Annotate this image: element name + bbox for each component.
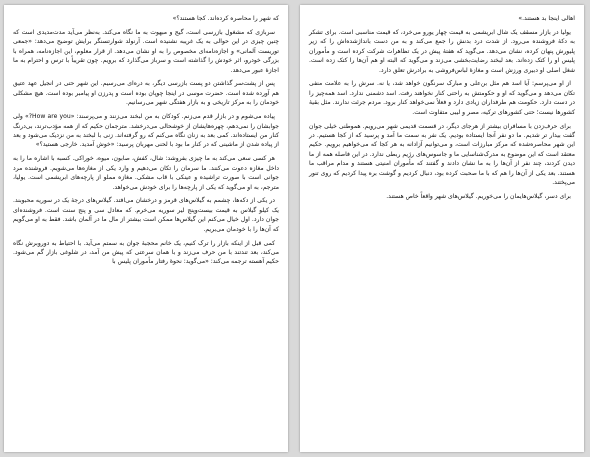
paragraph: از او می‌پرسم: آیا اسد هم مثل بن‌علی و مبارک سرنگون خواهد شد، یا نه. سرش را به علامت منفی تکان می‌دهد و می‌گوید که او و حکومتش به راحتی کنار نخواهند رفت. اسد دشمنی ندارد. اسد همه‌چیز را در دست دارد. حکومت هم طرفداران زیادی دارد و فعلاً نمی‌خواهد کنار برود. مردم جرئت ندارند. مثل بقیهٔ کشورها نیست؛ حتی کشورهای ترکیه، مصر و لیبی متفاوت است. bbox=[309, 80, 575, 116]
paragraph: پیاده می‌شوم و در بازار قدم می‌زنم. کودکان به من لبخند می‌زنند و می‌پرسند: «How are you?» ولی جوابشان را نمی‌دهم، چهره‌هایشان از خوشحالی می‌درخشد. مترجمان حکیم که از همه مؤدب‌ترند، بی‌درنگ کنار من ایستاده‌اند. کمی بعد به زنان نگاه می‌کنم که رو گرفته‌اند. زنی با لبخند به من نزدیک می‌شود و بعد از پیاده شدن از ماشینی که در کنار ما بود با لحنی مهربان پرسید: «خوش آمدید. خارجی هستید؟» bbox=[13, 113, 279, 149]
paragraph: سربازی که مشغول بازرسی است، گیج و مبهوت به ما نگاه می‌کند. به‌نظر می‌آید مدت‌مدیدی است که چنین چیزی در این حوالی به یک غریبه نشنیده است. آرنولد شوارتسنگر برایش توضیح می‌دهد: «جمعی توریست آلمانی» و اجازه‌نامه‌ای مخصوص را به او نشان می‌دهد. از قرار معلوم، این اجازه‌نامه، همراه با بزرگی خودرو، اثر خودش را گذاشته است و سرباز می‌گذارد که برویم. چون تقریباً با ترس و احترام به ما اجازهٔ عبور می‌دهد. bbox=[13, 28, 279, 74]
left-page bbox=[4, 5, 288, 452]
left-page-text bbox=[13, 14, 279, 267]
paragraph: در یکی از دکه‌ها، چشمم به گیلاس‌های قرمز و درخشان می‌افتد. گیلاس‌های درجهٔ یک در سوریه محبوبند. یک کیلو گیلاس به قیمت بیست‌وپنج لیر سوریه می‌خرم. که معادل سی و پنج سنت است. فروشنده‌ای جوان دارد. اول خیال می‌کنم این گیلاس‌ها ممکن است بیشتر از مال ما در آلمان باشد. فقط به او می‌گویم که آن‌ها را با خودمان می‌بریم. bbox=[13, 197, 279, 233]
paragraph: هر کسی سعی می‌کند به ما چیزی بفروشد: شال، کفش، صابون، میوه، خوراکی. کسبه با اشاره ما را به داخل مغازه دعوت می‌کنند. ما سرمان را تکان می‌دهیم و وارد یکی از مغازه‌ها می‌شویم. فروشنده مرد جوانی است با صورت تراشیده و عینکی با قاب مشکی. مغازه مملو از پارچه‌های ابریشمی است. یولیا، مترجم، به او می‌گوید که یکی از پارچه‌ها را برای خودش می‌خواهد. bbox=[13, 155, 279, 191]
paragraph: که شهر را محاصره کرده‌اند. کجا هستند؟» bbox=[172, 15, 279, 22]
right-page bbox=[300, 5, 584, 452]
right-page-text bbox=[309, 14, 575, 201]
paragraph: کمی قبل از اینکه بازار را ترک کنیم، یک خانم محجبهٔ جوان به سمتم می‌آید. با احتیاط به دوروبرش نگاه می‌کند، بعد تندتند با من حرف می‌زند و با همان سرعتی که پیش من آمد، در شلوغی بازار گم می‌شود. حکیم آهسته ترجمه می‌کند: «می‌گوید: نحوهٔ رفتار مأموران پلیس با bbox=[13, 239, 279, 266]
paragraph: پس از پشت‌سر گذاشتن دو پست بازرسی دیگر، به دره‌ای می‌رسیم. این شهر حتی در انجیل عهد عتیق هم آورده شده است. حضرت موسی در اینجا چوپان بوده است و پدرزن او پیامبر بوده است. هیچ مشکلی خودمان را به مرکز تاریخی و به بازار هفتگی شهر می‌رسانیم. bbox=[13, 80, 279, 107]
paragraph: برای حرف‌زدن با مسافران بیشتر از هرجای دیگر، در قسمت قدیمی شهر می‌رویم. هموطنی خیلی جوان گفت بیدار تر شدیم. ما دو نفر آنجا ایستاده بودیم. یک نفر به سمت ما آمد و پرسید که از کجا هستیم. در این شهر محاصره‌شده که مرکز مبارزات است، و می‌توانیم آزادانه به هر کجا که می‌خواهیم برویم. حکیم معتقد است که این موضوع به مدرک‌شناسایی ما و جاسوس‌های رژیم ربطی ندارد. در این فاصله همه از ما دیدن کردند، چند نفر از آن‌ها را به ما نشان دادند و گفتند که مأموران امنیتی هستند و مدام مراقب ما هستند. بعد یکی از آن‌ها را هم که با ما صحبت کرده بود، دنبال کردیم و گوشت بره پیدا کردیم که روی تنور می‌پختند. bbox=[309, 122, 575, 186]
paragraph: یولیا در بازار مسقف یک شال ابریشمی به قیمت چهار یورو می‌خرد، که قیمت مناسبی است. برای تشکر به دکهٔ فروشنده می‌رود. از شدت درد بدنش را جمع می‌کند و به من دست بانداژشده‌اش را که زیر پلیورش پنهان کرده، نشان می‌دهد. می‌گوید که هفتهٔ پیش در یک تظاهرات شرکت کرده است و مأموران پلیس او را کتک زده‌اند. بعد لبخند رضایت‌بخشی می‌زند و می‌گوید که البته او هم آن‌ها را کتک زده است. شغل اصلی او دبیری ورزش است و مغازهٔ لباس‌فروشی به برادرش تعلق دارد. bbox=[309, 28, 575, 74]
paragraph: برای دسر، گیلاس‌هایمان را می‌خوریم. گیلاس‌های شهر واقعاً خاص هستند. bbox=[386, 192, 571, 200]
paragraph: اهالی اینجا بد هستند.» bbox=[518, 15, 575, 22]
